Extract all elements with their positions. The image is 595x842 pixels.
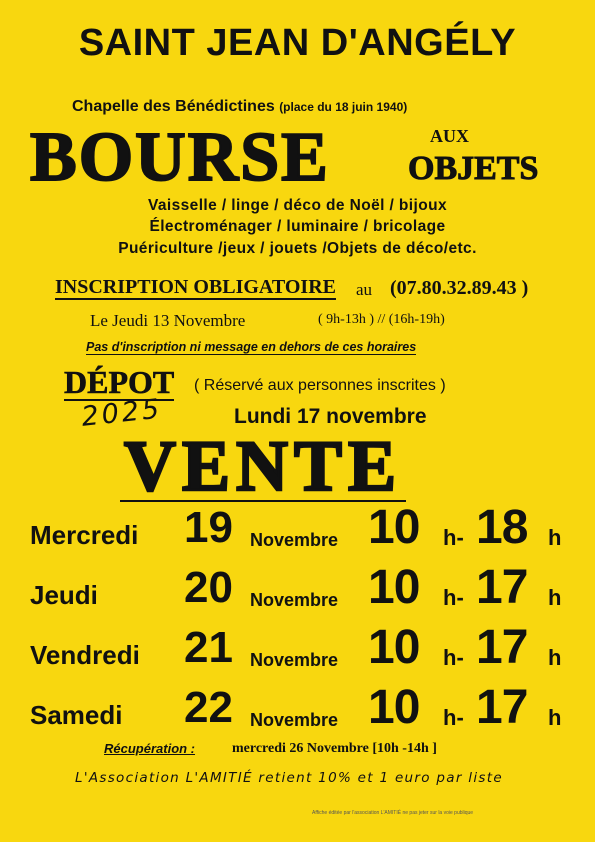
depot-date: Lundi 17 novembre	[234, 405, 427, 428]
sale-start-hour: 10	[368, 561, 420, 614]
sale-day-month: Novembre	[250, 530, 339, 550]
sale-day-row	[0, 617, 595, 677]
sale-hour-separator: h-	[443, 585, 464, 610]
items-line-2: Électroménager / luminaire / bricolage	[149, 218, 446, 235]
inscription-phone: (07.80.32.89.43 )	[390, 277, 529, 299]
inscription-warning: Pas d'inscription ni message en dehors de ces horaires	[86, 340, 417, 354]
inscription-hours: ( 9h-13h ) // (16h-19h)	[318, 312, 445, 327]
sale-hour-suffix: h	[548, 525, 562, 550]
sale-day-month: Novembre	[250, 650, 339, 670]
sale-day-name: Vendredi	[30, 640, 140, 670]
sale-day-month: Novembre	[250, 710, 339, 730]
sale-day-name: Mercredi	[30, 520, 139, 550]
venue-place: (place du 18 juin 1940)	[279, 100, 408, 114]
inscription-date: Le Jeudi 13 Novembre	[90, 311, 246, 330]
headline-bourse: BOURSE	[30, 119, 330, 196]
sale-end-hour: 17	[476, 621, 528, 674]
items-line-1: Vaisselle / linge / déco de Noël / bijoux	[148, 197, 447, 214]
sale-day-row	[0, 677, 595, 737]
sale-start-hour: 10	[368, 501, 420, 554]
inscription-au: au	[356, 280, 373, 299]
sale-day-name: Samedi	[30, 700, 123, 730]
sale-end-hour: 17	[476, 561, 528, 614]
sale-hour-separator: h-	[443, 705, 464, 730]
sale-hour-suffix: h	[548, 645, 562, 670]
sale-hour-suffix: h	[548, 585, 562, 610]
sale-end-hour: 18	[476, 501, 528, 554]
sale-hour-separator: h-	[443, 525, 464, 550]
fine-print: Affiche éditée par l'association L'AMITIÉ ne pas jeter sur la voie publique	[312, 810, 474, 816]
inscription-label: INSCRIPTION OBLIGATOIRE	[55, 276, 336, 298]
sale-start-hour: 10	[368, 621, 420, 674]
handwritten-year: 2025	[80, 393, 164, 433]
depot-note: ( Réservé aux personnes inscrites )	[194, 377, 446, 394]
sale-start-hour: 10	[368, 681, 420, 734]
sale-day-number: 22	[184, 683, 233, 732]
sale-day-number: 21	[184, 623, 233, 672]
sale-end-hour: 17	[476, 681, 528, 734]
headline-objets: OBJETS	[408, 150, 539, 187]
page-title: SAINT JEAN D'ANGÉLY	[78, 22, 517, 64]
sale-day-name: Jeudi	[30, 580, 98, 610]
items-line-3: Puériculture /jeux / jouets /Objets de déco/etc.	[118, 240, 477, 257]
venue-name	[72, 98, 407, 116]
sale-hour-separator: h-	[443, 645, 464, 670]
recuperation-value: mercredi 26 Novembre [10h -14h ]	[232, 741, 437, 756]
sale-day-number: 19	[184, 503, 233, 552]
sale-hour-suffix: h	[548, 705, 562, 730]
association-note: L'Association L'AMITIÉ retient 10% et 1 euro par liste	[75, 770, 503, 786]
headline-aux: AUX	[430, 126, 469, 146]
sale-day-month: Novembre	[250, 590, 339, 610]
sale-day-row	[0, 497, 595, 557]
venue-name-text: Chapelle des Bénédictines	[72, 98, 275, 115]
sale-day-number: 20	[184, 563, 233, 612]
depot-label: DÉPOT	[64, 364, 175, 400]
recuperation-label: Récupération :	[104, 741, 196, 756]
vente-heading: VENTE	[120, 432, 406, 502]
sale-day-row	[0, 557, 595, 617]
